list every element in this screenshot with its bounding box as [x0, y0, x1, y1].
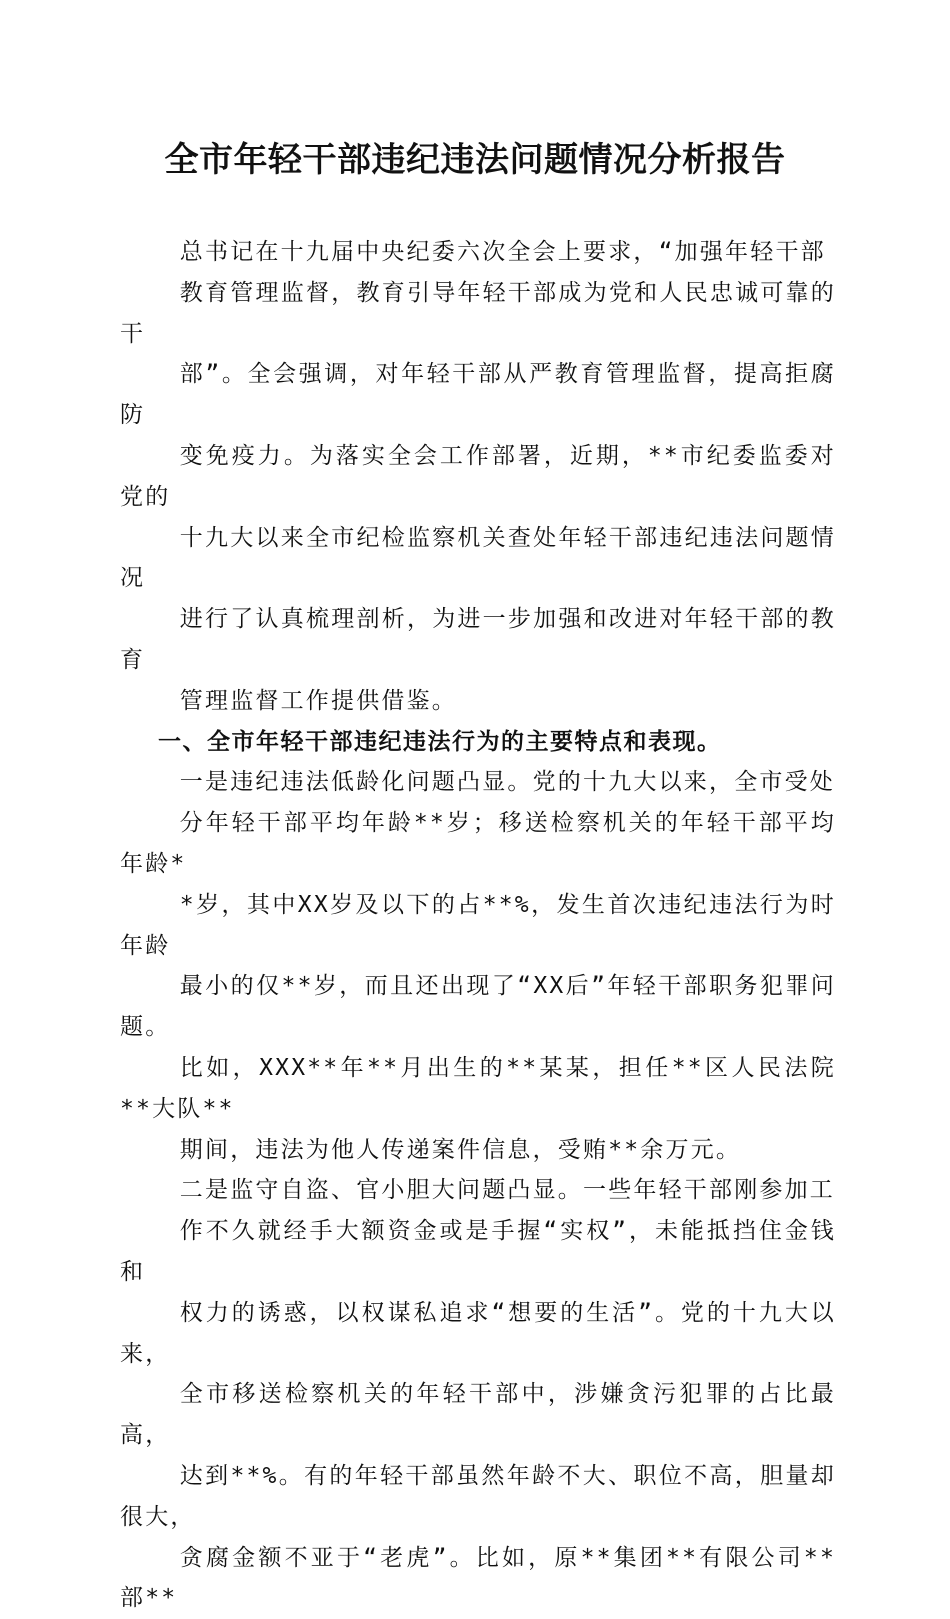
text-line: 一是违纪违法低龄化问题凸显。党的十九大以来，全市受处: [120, 762, 836, 803]
document-body: [120, 232, 836, 1619]
text-line: 部”。全会强调，对年轻干部从严教育管理监督，提高拒腐防: [120, 354, 836, 436]
text-line: 期间，违法为他人传递案件信息，受贿**余万元。: [120, 1130, 836, 1171]
text-line: 全市移送检察机关的年轻干部中，涉嫌贪污犯罪的占比最高，: [120, 1374, 836, 1456]
text-line: 达到**%。有的年轻干部虽然年龄不大、职位不高，胆量却很大，: [120, 1456, 836, 1538]
text-line: 总书记在十九届中央纪委六次全会上要求，“加强年轻干部: [120, 232, 836, 273]
text-line: 教育管理监督，教育引导年轻干部成为党和人民忠诚可靠的干: [120, 273, 836, 355]
text-line: 权力的诱惑，以权谋私追求“想要的生活”。党的十九大以来，: [120, 1293, 836, 1375]
text-line: 贪腐金额不亚于“老虎”。比如，原**集团**有限公司**部**: [120, 1538, 836, 1619]
text-line: 分年轻干部平均年龄**岁；移送检察机关的年轻干部平均年龄*: [120, 803, 836, 885]
point-two-paragraph: [120, 1170, 836, 1619]
document-title: 全市年轻干部违纪违法问题情况分析报告: [0, 136, 950, 184]
text-line: 比如，XXX**年**月出生的**某某，担任**区人民法院**大队**: [120, 1048, 836, 1130]
text-line: 二是监守自盗、官小胆大问题凸显。一些年轻干部刚参加工: [120, 1170, 836, 1211]
text-line: *岁，其中XX岁及以下的占**%，发生首次违纪违法行为时年龄: [120, 885, 836, 967]
text-line: 最小的仅**岁，而且还出现了“XX后”年轻干部职务犯罪问题。: [120, 966, 836, 1048]
text-line: 十九大以来全市纪检监察机关查处年轻干部违纪违法问题情况: [120, 518, 836, 600]
point-one-paragraph: [120, 762, 836, 1170]
text-line: 管理监督工作提供借鉴。: [120, 681, 836, 722]
text-line: 进行了认真梳理剖析，为进一步加强和改进对年轻干部的教育: [120, 599, 836, 681]
text-line: 变免疫力。为落实全会工作部署，近期，**市纪委监委对党的: [120, 436, 836, 518]
section-heading: 一、全市年轻干部违纪违法行为的主要特点和表现。: [120, 722, 836, 763]
intro-paragraph: [120, 232, 836, 722]
text-line: 作不久就经手大额资金或是手握“实权”，未能抵挡住金钱和: [120, 1211, 836, 1293]
